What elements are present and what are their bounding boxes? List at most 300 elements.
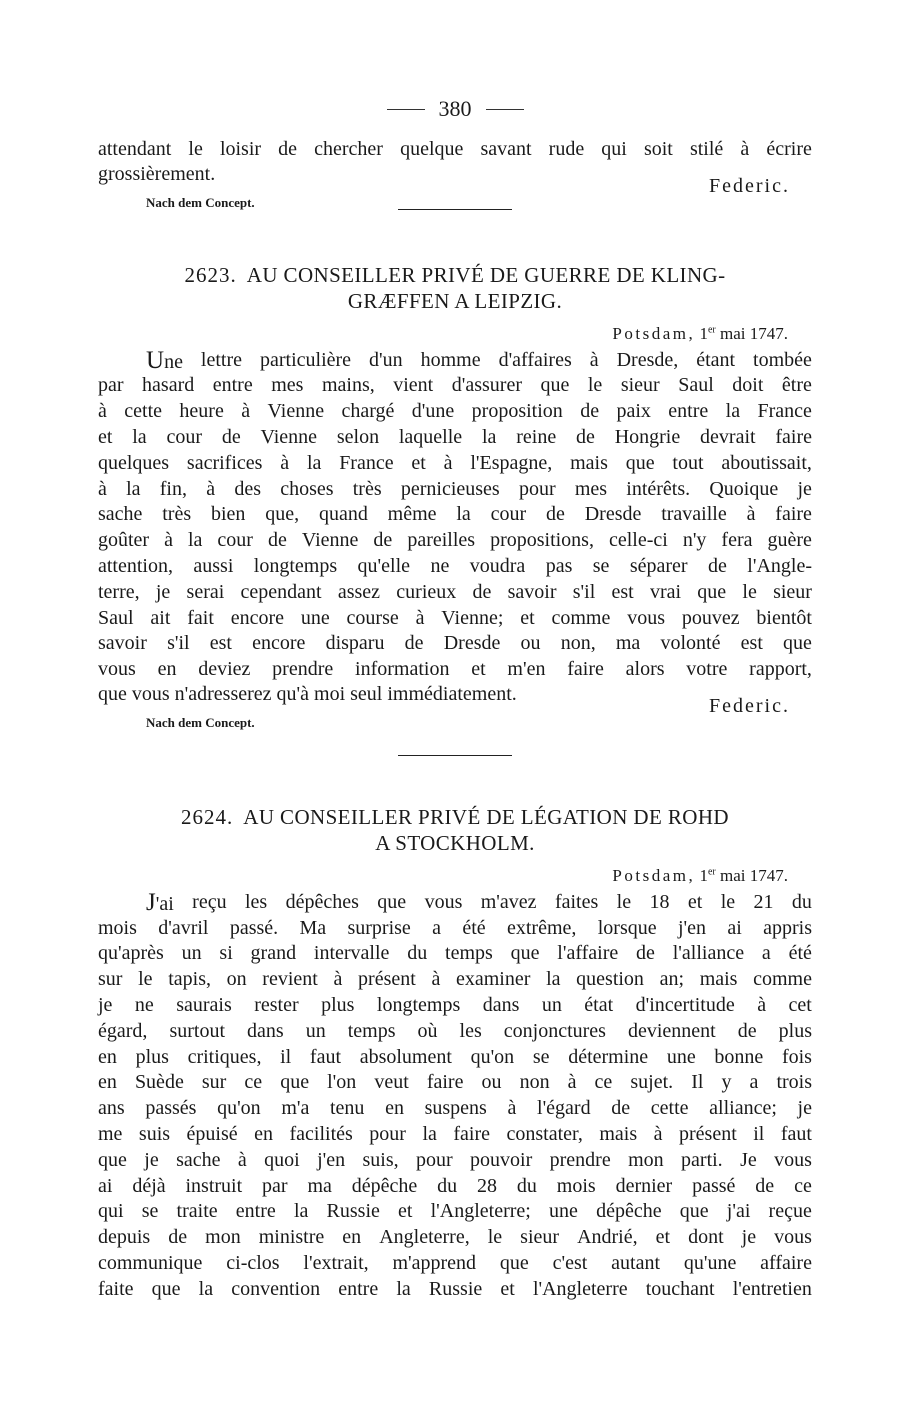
word: que	[783, 632, 812, 655]
word: homme	[420, 348, 481, 371]
word: longtemps	[376, 993, 461, 1016]
word: pouvez	[681, 606, 740, 629]
word: de	[611, 1097, 631, 1120]
word: détermine	[568, 1045, 649, 1068]
text-line	[98, 1045, 812, 1071]
word: veut	[374, 1071, 409, 1094]
word: ma	[615, 632, 641, 655]
word: en	[385, 1097, 404, 1120]
word: que,	[265, 503, 300, 526]
word: je	[144, 1148, 159, 1171]
word: ou	[520, 632, 541, 655]
word: mois	[98, 916, 137, 939]
word: à	[415, 606, 425, 629]
word: qui	[601, 138, 627, 160]
word: m'a	[281, 1097, 310, 1120]
word: sieur	[620, 374, 660, 397]
word: ans	[98, 1097, 125, 1120]
date-ordinal: er	[707, 323, 716, 335]
word: ce	[794, 1174, 812, 1197]
word: et	[500, 1277, 515, 1300]
word: de	[278, 138, 298, 160]
word: le	[487, 1226, 503, 1249]
word: étant	[696, 348, 736, 371]
word: choses	[280, 477, 334, 500]
word: la	[481, 425, 497, 448]
word: que	[540, 374, 570, 397]
word: cette	[650, 1097, 689, 1120]
word: je	[797, 1097, 812, 1120]
word: ait	[150, 606, 171, 629]
word: lorsque	[597, 916, 657, 939]
word: état	[584, 993, 614, 1016]
word: fin,	[159, 477, 187, 500]
word: mon	[628, 1148, 664, 1171]
continuation-closing	[98, 162, 812, 197]
word: en	[342, 1226, 362, 1249]
date-place: Potsdam,	[612, 323, 696, 343]
word: ministre	[258, 1226, 325, 1249]
word: suis	[138, 1122, 171, 1145]
word: mon	[205, 1226, 241, 1249]
word: pouvoir	[470, 1148, 533, 1171]
word: course	[346, 606, 399, 629]
word: cour	[490, 503, 527, 526]
word: et	[398, 1200, 413, 1223]
word: fois	[781, 1045, 812, 1068]
word: la	[546, 968, 561, 991]
text-line-first	[98, 348, 812, 374]
word: quelque	[400, 138, 464, 160]
word: alors	[625, 658, 665, 681]
word: le	[742, 580, 757, 603]
initial-letter: J	[146, 888, 156, 916]
word: ce	[594, 1071, 613, 1094]
word: la	[396, 1277, 411, 1300]
header-rule-right	[486, 109, 524, 110]
word: dans	[247, 1019, 284, 1042]
word: d'un	[369, 348, 403, 371]
word: ne	[134, 993, 154, 1016]
word: d'incertitude	[635, 993, 735, 1016]
word: Saul	[98, 606, 134, 629]
text-line	[98, 1019, 812, 1045]
word: de	[755, 1174, 775, 1197]
word: ma	[307, 1174, 332, 1197]
word: vous	[627, 606, 665, 629]
body-lines	[98, 916, 812, 1303]
word: passé	[692, 1174, 736, 1197]
word: été	[462, 916, 486, 939]
word: de	[472, 580, 492, 603]
text-line	[98, 425, 812, 451]
word: à	[333, 968, 343, 991]
word: Hongrie	[614, 425, 681, 448]
word: selon	[336, 425, 380, 448]
word: qu'elle	[357, 554, 411, 577]
word: d'une	[411, 400, 455, 423]
word: Saul	[678, 374, 714, 397]
word: vous	[98, 658, 136, 681]
word: on	[226, 968, 247, 991]
word: J'ai	[146, 888, 174, 916]
word: et	[520, 606, 535, 629]
word: la	[306, 451, 322, 474]
word: entre	[212, 374, 253, 397]
word: bien	[210, 503, 246, 526]
text-line	[98, 502, 812, 528]
word: a	[761, 942, 771, 965]
text-line	[98, 477, 812, 503]
word: la	[198, 1277, 214, 1300]
word: question	[576, 968, 644, 991]
word: un	[181, 942, 202, 965]
word: rude	[548, 138, 585, 160]
text-line	[98, 916, 812, 942]
text-line	[98, 1148, 812, 1174]
word: m'apprend	[392, 1251, 477, 1274]
text-line	[98, 1096, 812, 1122]
heading-line-1: AU CONSEILLER PRIVÉ DE LÉGATION DE ROHD	[243, 804, 729, 829]
word: plus	[778, 1019, 812, 1042]
word: ne	[430, 554, 450, 577]
word: et	[98, 425, 113, 448]
word: Vienne	[267, 400, 325, 423]
word: fera	[721, 529, 753, 552]
word: séparer	[629, 554, 688, 577]
word: deviez	[198, 658, 251, 681]
word: qu'après	[98, 942, 164, 965]
text-line	[98, 631, 812, 657]
word: à	[746, 503, 756, 526]
word: constater,	[506, 1122, 583, 1145]
text-line	[98, 137, 812, 163]
word: est	[611, 580, 634, 603]
dateline	[98, 324, 788, 348]
word: goûter	[98, 529, 150, 552]
word: pour	[416, 1148, 453, 1171]
word: serai	[186, 580, 225, 603]
word: ci-clos	[226, 1251, 280, 1274]
word: à	[164, 529, 173, 552]
word: de	[636, 942, 655, 965]
word: sacrifices	[186, 451, 263, 474]
word: Une	[146, 346, 183, 374]
word: proposition	[471, 400, 563, 423]
word: l'affaire	[557, 942, 619, 965]
word: que	[625, 451, 655, 474]
word: est	[740, 632, 763, 655]
word: propositions,	[490, 529, 594, 552]
word: de	[267, 529, 287, 552]
word: autant	[611, 1251, 661, 1274]
letter-body-2623	[98, 348, 812, 683]
word: attendant	[98, 138, 172, 160]
word: loisir	[219, 138, 262, 160]
text-line	[98, 967, 812, 993]
word: de	[404, 632, 424, 655]
date-rest: mai 1747.	[720, 865, 788, 885]
word: de	[221, 425, 241, 448]
word: reçu	[192, 890, 227, 913]
word: surprise	[347, 916, 411, 939]
word: du	[516, 1174, 537, 1197]
word: s'il	[167, 632, 190, 655]
word: longtemps	[253, 554, 338, 577]
word: assez	[337, 580, 381, 603]
word: du	[437, 1174, 458, 1197]
text-line	[98, 606, 812, 632]
word: l'Angle-	[747, 554, 812, 577]
header-rule-left	[387, 109, 425, 110]
word: les	[244, 890, 268, 913]
word: l'entretien	[732, 1277, 812, 1300]
word: pour	[518, 477, 556, 500]
text-line	[98, 1174, 812, 1200]
word: à	[589, 348, 599, 371]
word: conjonctures	[503, 1019, 606, 1042]
source-note: Nach dem Concept.	[146, 714, 255, 730]
word: rester	[254, 993, 299, 1016]
word: communique	[98, 1251, 203, 1274]
word: bientôt	[756, 606, 812, 629]
word: de	[580, 400, 600, 423]
word: information	[355, 658, 450, 681]
dateline	[98, 866, 788, 890]
letter-closing-2623	[98, 682, 812, 717]
word: a	[749, 1071, 759, 1094]
word: à	[98, 400, 107, 423]
word: alliance;	[709, 1097, 777, 1120]
word: Quoique	[709, 477, 779, 500]
word: pareilles	[407, 529, 476, 552]
word: y	[721, 1071, 732, 1094]
word: extrême,	[507, 916, 577, 939]
word: Suède	[134, 1071, 184, 1094]
word: de	[373, 529, 393, 552]
word: du	[791, 890, 812, 913]
word: mais	[599, 1122, 638, 1145]
word: surtout	[169, 1019, 225, 1042]
word: où	[417, 1019, 438, 1042]
word: qu'on	[470, 1045, 515, 1068]
word: instruit	[185, 1174, 243, 1197]
word: l'extrait,	[303, 1251, 369, 1274]
word: à	[241, 400, 251, 423]
word: s'il	[572, 580, 596, 603]
word: est	[209, 632, 232, 655]
word: terre,	[98, 580, 140, 603]
word: un	[541, 993, 562, 1016]
word: à	[507, 1097, 517, 1120]
word: entre	[235, 1200, 276, 1223]
word: faire	[775, 503, 812, 526]
word: qu'une	[683, 1251, 737, 1274]
word: dernier	[615, 1174, 673, 1197]
word: à	[443, 451, 453, 474]
section-separator	[398, 209, 512, 210]
word: un	[305, 1019, 326, 1042]
word: être	[781, 374, 812, 397]
word: d'affaires	[498, 348, 572, 371]
initial-letter: U	[146, 346, 165, 374]
word: une	[666, 1045, 696, 1068]
word: depuis	[98, 1226, 151, 1249]
word: dépêches	[285, 890, 359, 913]
word: dont	[688, 1226, 724, 1249]
word: doit	[732, 374, 764, 397]
word: il	[753, 1122, 765, 1145]
word: intérêts.	[626, 477, 691, 500]
word: le	[616, 890, 632, 913]
heading-line-2: GRÆFFEN A LEIPZIG.	[347, 288, 563, 313]
word: deviennent	[627, 1019, 716, 1042]
text-line	[98, 554, 812, 580]
word: présent	[679, 1122, 737, 1145]
word: j'ai	[726, 1200, 751, 1223]
word: n'y	[682, 529, 707, 552]
word: suis,	[362, 1148, 399, 1171]
word: la	[187, 529, 203, 552]
text-line	[98, 1122, 812, 1148]
word: soit	[643, 138, 673, 160]
word: à	[280, 451, 290, 474]
word: bonne	[714, 1045, 764, 1068]
word: en	[157, 658, 177, 681]
word: j'en	[317, 1148, 346, 1171]
word: la	[422, 1122, 437, 1145]
word: non	[519, 1071, 550, 1094]
date-day: 1	[699, 865, 708, 885]
word: par	[262, 1174, 288, 1197]
word: voudra	[469, 554, 526, 577]
word: je	[797, 477, 812, 500]
word: revient	[262, 968, 318, 991]
word: plus	[135, 1045, 169, 1068]
word: devrait	[700, 425, 756, 448]
word: la	[293, 1200, 309, 1223]
word: écrire	[766, 138, 812, 160]
word: savant	[480, 138, 532, 160]
text-line	[98, 399, 812, 425]
word: tombée	[753, 348, 812, 371]
word: cette	[124, 400, 163, 423]
word: faire	[426, 1071, 464, 1094]
continuation-text	[98, 137, 812, 163]
word: plus	[321, 993, 355, 1016]
word: que	[377, 890, 407, 913]
word: dépêche	[596, 1200, 662, 1223]
word: la	[456, 503, 471, 526]
word: à	[653, 1122, 663, 1145]
text-line	[98, 528, 812, 554]
word: Ma	[299, 916, 327, 939]
word: Dresde,	[616, 348, 679, 371]
word: que	[679, 1200, 709, 1223]
word: je	[98, 993, 113, 1016]
word: de	[546, 503, 565, 526]
word: grand	[250, 942, 297, 965]
word: fait	[187, 606, 214, 629]
word: cet	[788, 993, 812, 1016]
word: passé.	[229, 916, 279, 939]
word: a	[432, 916, 442, 939]
word: de	[168, 1226, 188, 1249]
word: se	[141, 1200, 159, 1223]
word: Russie	[326, 1200, 380, 1223]
word: pernicieuses	[400, 477, 500, 500]
word: dépêche	[351, 1174, 418, 1197]
word: comme	[753, 968, 812, 991]
word: vous	[774, 1226, 812, 1249]
word: Angleterre,	[379, 1226, 470, 1249]
word: attention,	[98, 554, 173, 577]
word: celle-ci	[608, 529, 668, 552]
word: sache	[176, 1148, 221, 1171]
word: an;	[659, 968, 685, 991]
word: examiner	[456, 968, 531, 991]
word: mes	[574, 477, 608, 500]
signature: Federic.	[709, 174, 790, 197]
word: ce	[244, 1071, 263, 1094]
letter-heading-2624	[98, 804, 812, 856]
word: traite	[176, 1200, 218, 1223]
page-number: 380	[438, 96, 472, 121]
word: à	[206, 477, 216, 500]
word: je	[155, 580, 171, 603]
word: aboutissait,	[721, 451, 812, 474]
word: mais	[699, 968, 738, 991]
word: guère	[767, 529, 812, 552]
word: faites	[554, 890, 599, 913]
word: pas	[545, 554, 573, 577]
word: à	[740, 138, 750, 160]
word: faire	[775, 425, 812, 448]
word: faire	[567, 658, 604, 681]
word: appris	[763, 916, 812, 939]
word: très	[352, 477, 382, 500]
text-line-last: grossièrement.	[98, 162, 216, 185]
text-line-last: que vous n'adresserez qu'à moi seul immédiatement.	[98, 682, 517, 705]
word: se	[532, 1045, 550, 1068]
word: ai	[727, 916, 742, 939]
word: faire	[453, 1122, 490, 1145]
text-line-first	[98, 890, 812, 916]
date-day: 1	[699, 323, 708, 343]
body-lines	[98, 373, 812, 683]
word: de	[707, 554, 727, 577]
word: d'avril	[158, 916, 209, 939]
section-separator	[398, 755, 512, 756]
word: la	[132, 425, 147, 448]
word: très	[162, 503, 192, 526]
word: Vienne	[301, 529, 359, 552]
word: sieur	[520, 1226, 560, 1249]
word: ai	[98, 1174, 113, 1197]
word: épuisé	[186, 1122, 238, 1145]
word: entre	[338, 1277, 379, 1300]
word: que	[499, 1251, 529, 1274]
book-page	[98, 95, 812, 1303]
text-line	[98, 451, 812, 477]
word: Vienne	[260, 425, 318, 448]
word: suspens	[424, 1097, 487, 1120]
heading-line-1: AU CONSEILLER PRIVÉ DE GUERRE DE KLING-	[246, 262, 726, 287]
word: curieux	[396, 580, 457, 603]
word: me	[98, 1122, 123, 1145]
word: du	[407, 942, 428, 965]
text-line	[98, 941, 812, 967]
